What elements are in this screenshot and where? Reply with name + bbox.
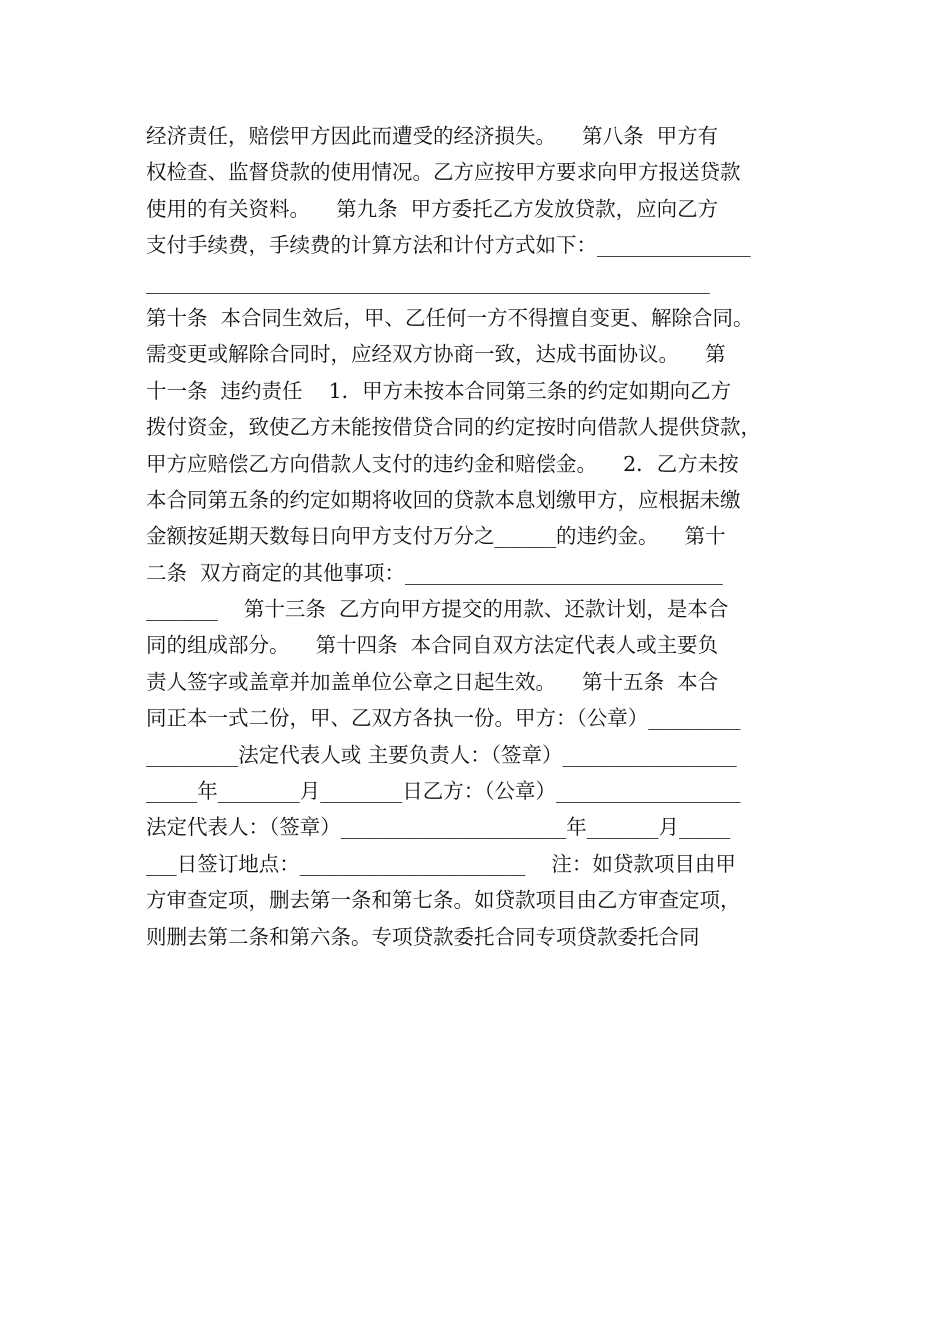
text-line: 金额按延期天数每日向甲方支付万分之______的违约金。 第十 xyxy=(146,524,726,549)
text-line: 权检查、监督贷款的使用情况。乙方应按甲方要求向甲方报送贷款 xyxy=(146,160,741,185)
text-line: 同正本一式二份，甲、乙双方各执一份。甲方：（公章）_________ xyxy=(146,706,741,731)
text-line: ___日签订地点：______________________ 注：如贷款项目由甲 xyxy=(146,851,736,876)
text-line: 十一条 违约责任 1．甲方未按本合同第三条的约定如期向乙方 xyxy=(146,378,732,403)
text-line: 责人签字或盖章并加盖单位公章之日起生效。 第十五条 本合 xyxy=(146,669,719,694)
text-line: 二条 双方商定的其他事项：_______________________________ xyxy=(146,560,723,585)
text-line: _______ 第十三条 乙方向甲方提交的用款、还款计划，是本合 xyxy=(146,597,729,622)
text-line: 甲方应赔偿乙方向借款人支付的违约金和赔偿金。 2．乙方未按 xyxy=(146,451,739,476)
text-line: 拨付资金，致使乙方未能按借贷合同的约定按时向借款人提供贷款， xyxy=(146,415,761,440)
text-line: 需变更或解除合同时，应经双方协商一致，达成书面协议。 第 xyxy=(146,342,726,367)
text-line: 本合同第五条的约定如期将收回的贷款本息划缴甲方，应根据未缴 xyxy=(146,487,741,512)
text-line: 使用的有关资料。 第九条 甲方委托乙方发放贷款，应向乙方 xyxy=(146,196,719,221)
text-line: _________法定代表人或 主要负责人：（签章）_________________ xyxy=(146,742,737,767)
text-line: 第十条 本合同生效后，甲、乙任何一方不得擅自变更、解除合同。 xyxy=(146,305,754,330)
text-line: _______________________________________________________ xyxy=(146,269,710,294)
text-line: 则删去第二条和第六条。专项贷款委托合同专项贷款委托合同 xyxy=(146,924,700,949)
text-line: 同的组成部分。 第十四条 本合同自双方法定代表人或主要负 xyxy=(146,633,719,658)
text-line: 方审查定项，删去第一条和第七条。如贷款项目由乙方审查定项， xyxy=(146,888,741,913)
text-line: 经济责任，赔偿甲方因此而遭受的经济损失。 第八条 甲方有 xyxy=(146,124,719,148)
contract-body xyxy=(146,118,806,955)
text-line: 支付手续费，手续费的计算方法和计付方式如下：_______________ xyxy=(146,233,751,258)
text-line: _____年________月________日乙方：（公章）__________________ xyxy=(146,779,741,804)
text-line: 法定代表人：（签章）______________________年_______月_____ xyxy=(146,815,731,840)
